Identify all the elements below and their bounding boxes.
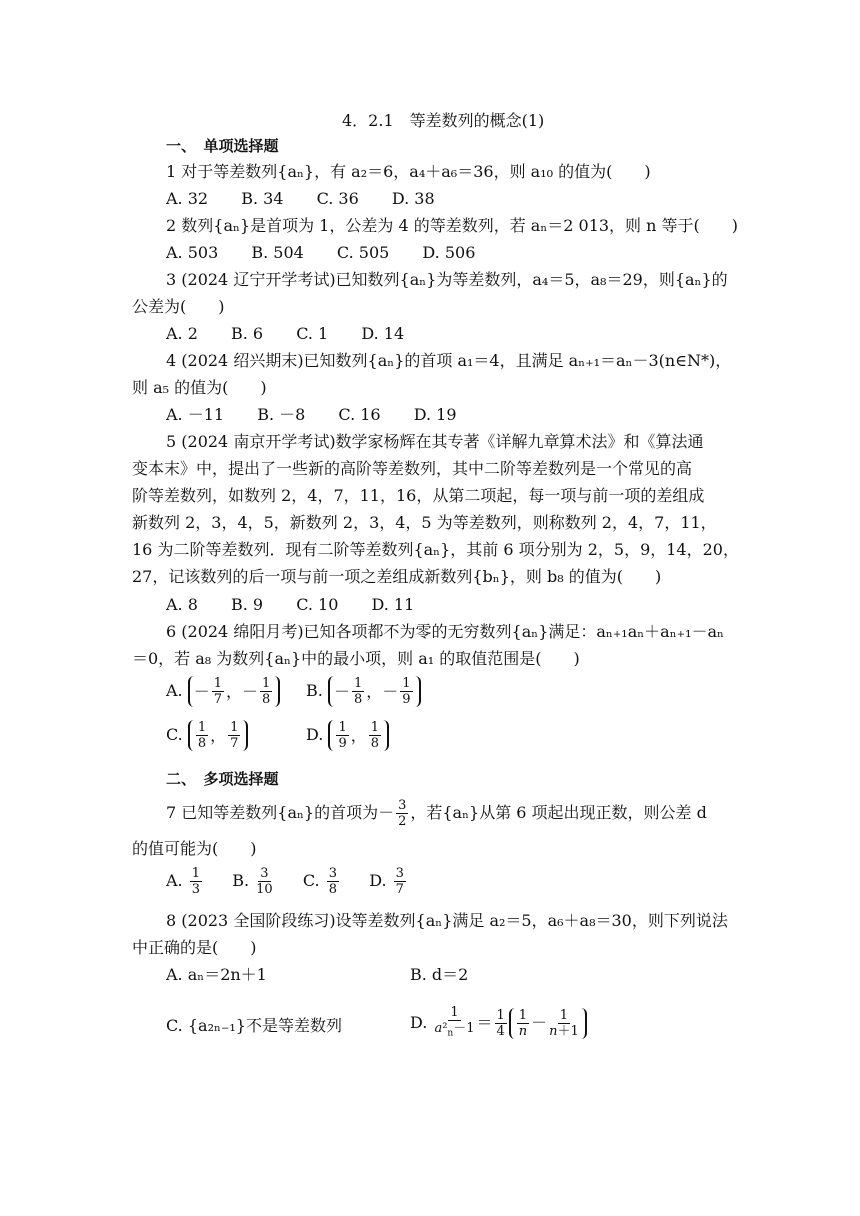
question-7-stem-line-1 (166, 798, 707, 829)
option-c[interactable]: C. 10 (296, 595, 339, 614)
option-d[interactable]: D. 11 (371, 595, 415, 614)
question-3-stem-line-1: 3 (2024 辽宁开学考试)已知数列{aₙ}为等差数列，a₄＝5，a₈＝29，则{aₙ}的 (166, 270, 728, 289)
option-label: D. (306, 725, 324, 744)
stem-text: 7 已知等差数列{aₙ}的首项为－ (166, 803, 395, 822)
option-a[interactable]: A. $\frac{1}{3}$ (166, 866, 201, 897)
question-5-options (166, 594, 442, 616)
section-heading-single: 一、 单项选择题 (166, 137, 279, 155)
option-b[interactable]: B. 9 (231, 595, 264, 614)
question-1-stem: 1 对于等差数列{aₙ}，有 a₂＝6，a₄＋a₆＝36，则 a₁₀ 的值为( ) (166, 162, 651, 181)
option-label: C. (166, 725, 183, 744)
option-a[interactable]: A. 2 (166, 324, 198, 343)
bracket: $\frac{1}{n}$ － $\frac{1}{n+1}$ (509, 1008, 587, 1039)
option-c[interactable]: C. 16 (338, 405, 381, 424)
option-c[interactable]: C. 36 (316, 189, 359, 208)
option-d[interactable]: D. 38 (391, 189, 435, 208)
option-c[interactable]: C. 1 (296, 324, 329, 343)
question-8-stem-line-1: 8 (2023 全国阶段练习)设等差数列{aₙ}满足 a₂＝5，a₆＋a₈＝30，则下列说法 (166, 911, 728, 930)
question-8-option-c[interactable]: C. {a₂ₙ₋₁}不是等差数列 (166, 1016, 342, 1035)
fraction-numerator: 3 (398, 798, 407, 813)
option-label: A. (166, 681, 183, 700)
question-4-stem-line-2: 则 a₅ 的值为( ) (132, 378, 267, 397)
question-6-option-c[interactable] (166, 720, 248, 751)
option-a[interactable]: A. 32 (166, 189, 209, 208)
question-5-line: 新数列 2，3，4，5，新数列 2，3，4，5 为等差数列，则称数列 2，4，7，11， (132, 513, 717, 532)
question-6-stem-line-2: ＝0，若 a₈ 为数列{aₙ}中的最小项，则 a₁ 的取值范围是( ) (132, 649, 580, 668)
option-label: B. (306, 681, 323, 700)
interval: － $\frac{1}{8}$ ，－ $\frac{1}{9}$ (328, 676, 421, 707)
option-a[interactable]: A. 503 (166, 243, 219, 262)
question-4-stem-line-1: 4 (2024 绍兴期末)已知数列{aₙ}的首项 a₁＝4，且满足 aₙ₊₁＝aₙ－3(n∈N*)， (166, 351, 732, 370)
fraction (396, 798, 408, 829)
option-c[interactable]: C. 505 (336, 243, 390, 262)
question-4-options (166, 404, 485, 426)
question-6-option-b[interactable] (306, 676, 421, 707)
interval: － $\frac{1}{7}$ ，－ $\frac{1}{8}$ (188, 676, 281, 707)
fraction-denominator: 2 (398, 814, 407, 829)
question-7-options (166, 866, 408, 897)
option-b[interactable]: B. $\frac{3}{10}$ (232, 866, 273, 897)
question-2-stem: 2 数列{aₙ}是首项为 1，公差为 4 的等差数列，若 aₙ＝2 013，则 n 等于( ) (166, 216, 739, 235)
option-a[interactable]: A. 8 (166, 595, 198, 614)
question-5-line: 16 为二阶等差数列．现有二阶等差数列{aₙ}，其前 6 项分别为 2，5，9，14，20， (132, 540, 739, 559)
question-3-options (166, 323, 432, 345)
option-b[interactable]: B. 6 (231, 324, 264, 343)
option-a[interactable]: A. －11 (166, 405, 225, 424)
option-b[interactable]: B. －8 (257, 405, 306, 424)
question-5-line: 阶等差数列，如数列 2，4，7，11，16，从第二项起，每一项与前一项的差组成 (132, 486, 705, 505)
question-1-options (166, 188, 463, 210)
option-b[interactable]: B. 504 (251, 243, 304, 262)
question-6-stem-line-1: 6 (2024 绵阳月考)已知各项都不为零的无穷数列{aₙ}满足：aₙ₊₁aₙ＋aₙ₊₁－aₙ (166, 622, 724, 641)
fraction: $\frac{1}{4}$ (496, 1007, 505, 1039)
question-8-option-b[interactable]: B. d＝2 (410, 965, 469, 984)
option-d[interactable]: D. $\frac{3}{7}$ (369, 866, 404, 897)
stem-text: ，若{aₙ}从第 6 项起出现正数，则公差 d (410, 803, 707, 822)
option-c[interactable]: C. $\frac{3}{8}$ (302, 866, 338, 897)
option-d[interactable]: D. 19 (413, 405, 457, 424)
option-d[interactable]: D. 506 (422, 243, 476, 262)
question-6-option-d[interactable] (306, 720, 389, 751)
page-title: 4．2.1 等差数列的概念(1) (342, 111, 545, 130)
question-2-options (166, 242, 503, 264)
option-d[interactable]: D. 14 (361, 324, 405, 343)
interval: $\frac{1}{9}$ ， $\frac{1}{8}$ (328, 720, 389, 751)
question-5-line: 5 (2024 南京开学考试)数学家杨辉在其专著《详解九章算术法》和《算法通 (166, 432, 704, 451)
question-8-stem-line-2: 中正确的是( ) (132, 938, 257, 957)
interval: $\frac{1}{8}$ ， $\frac{1}{7}$ (188, 720, 249, 751)
option-label: D. (410, 1012, 428, 1032)
section-heading-multi: 二、 多项选择题 (166, 770, 279, 788)
fraction: $\frac{1}{a^2_n-1}$ (434, 1005, 475, 1039)
question-3-stem-line-2: 公差为( ) (132, 297, 225, 316)
option-b[interactable]: B. 34 (241, 189, 284, 208)
question-5-line: 变本末》中，提出了一些新的高阶等差数列，其中二阶等差数列是一个常见的高 (132, 459, 693, 478)
question-8-option-a[interactable]: A. aₙ＝2n＋1 (166, 965, 267, 984)
question-7-stem-line-2: 的值可能为( ) (132, 839, 257, 858)
question-5-line: 27，记该数列的后一项与前一项之差组成新数列{bₙ}，则 b₈ 的值为( ) (132, 567, 662, 586)
question-6-option-a[interactable] (166, 676, 280, 707)
question-8-option-d[interactable]: D. $\frac{1}{a^2_n-1}$ ＝ $\frac{1}{4}$ $\frac{1}{n}$ － $\frac{1}{n+1}$ (410, 1005, 587, 1042)
